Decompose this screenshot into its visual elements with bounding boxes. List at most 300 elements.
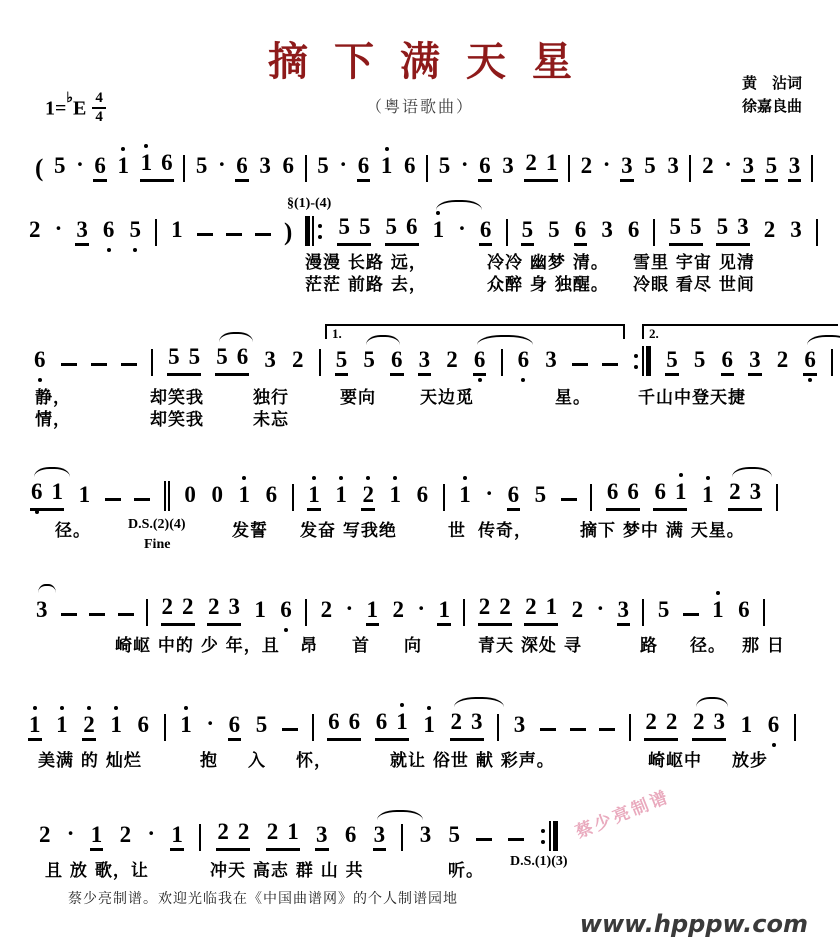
barline [151, 349, 153, 376]
lyric-segment: 青天 深处 寻 [478, 636, 582, 656]
annotation: D.S.(1)(3) [510, 854, 568, 869]
repeat-dots [634, 354, 638, 369]
note: 3 [418, 348, 432, 376]
beamed-group [215, 345, 249, 376]
note: 2 [182, 594, 194, 619]
repeat-dots [318, 224, 322, 239]
duration-dash [61, 613, 77, 616]
note: 1 [117, 154, 131, 182]
note: 3 [667, 153, 679, 178]
duration-dash [105, 498, 121, 501]
note: 1 [254, 597, 266, 622]
note: 1 [334, 483, 348, 511]
octave-dot-above [385, 147, 389, 151]
note: 2 [478, 594, 491, 619]
beamed-group [653, 480, 687, 511]
note: 6 [236, 344, 249, 369]
augmentation-dot: · [417, 596, 426, 621]
duration-dash [570, 728, 586, 731]
note: 6 [654, 479, 666, 504]
lyric-segment: 漫漫 长路 远， [305, 253, 427, 273]
note: 5 [438, 153, 451, 178]
barline [164, 714, 166, 741]
note: 2 [525, 594, 537, 619]
note: 1 [366, 598, 380, 626]
note: 3 [259, 153, 271, 178]
note: 2 [450, 709, 463, 734]
note: 1 [90, 823, 104, 851]
augmentation-dot: · [54, 216, 63, 241]
octave-dot-above [242, 476, 246, 480]
note: 5 [693, 347, 706, 372]
octave-dot-above [33, 706, 37, 710]
repeat-dots [541, 829, 545, 844]
lyric-segment: 传奇， [478, 521, 532, 541]
duration-dash [134, 498, 150, 501]
note: 5 [317, 153, 329, 178]
note: 3 [75, 218, 89, 246]
note: 2 [571, 597, 584, 622]
octave-dot-below [133, 248, 137, 252]
augmentation-dot: · [147, 821, 156, 846]
barline [183, 155, 185, 182]
octave-dot-below [772, 743, 776, 747]
note: 3 [513, 712, 526, 737]
note: 6 [627, 479, 639, 504]
undefined [312, 216, 314, 246]
note: 2 [729, 479, 741, 504]
music-line-6 [28, 707, 796, 741]
note: 5 [690, 214, 702, 239]
octave-dot-above [339, 476, 343, 480]
augmentation-dot: · [66, 821, 75, 846]
octave-dot-above [436, 211, 440, 215]
octave-dot-above [121, 147, 125, 151]
note: 3 [502, 153, 514, 178]
note: 6 [348, 709, 361, 734]
note: 2 [693, 709, 705, 734]
note: 3 [741, 154, 755, 182]
octave-dot-below [521, 378, 525, 382]
note: 2 [645, 709, 657, 734]
lyric-segment: 放步 [732, 751, 768, 771]
note: 5 [669, 214, 682, 239]
note: 5 [338, 214, 350, 239]
note: 1 [389, 483, 403, 511]
octave-dot-above [463, 476, 467, 480]
music-line-2 [28, 212, 818, 246]
note: 6 [721, 348, 735, 376]
lyric-segment: 就让 俗世 献 彩声。 [390, 751, 555, 771]
note: 5 [765, 154, 779, 182]
music-line-4 [30, 477, 778, 511]
note: 3 [713, 709, 726, 734]
beamed-group [524, 151, 558, 182]
song-subtitle: （粤语歌曲） [365, 97, 474, 116]
lyric-segment: 向 [404, 636, 422, 656]
barline [463, 599, 465, 626]
augmentation-dot: · [724, 152, 732, 177]
barline [497, 714, 499, 741]
tie-arc [377, 810, 423, 820]
note: 6 [344, 822, 357, 847]
barline [831, 349, 833, 376]
augmentation-dot: · [460, 152, 469, 177]
footer-note: 蔡少亮制谱。欢迎光临我在《中国曲谱网》的个人制谱园地 [68, 891, 458, 907]
note: 2 [217, 819, 229, 844]
note: 1 [701, 483, 715, 511]
barline [443, 484, 445, 511]
barline [305, 599, 307, 626]
key-signature [45, 90, 106, 125]
repeat-end-barline [632, 346, 651, 376]
note: 5 [534, 482, 547, 507]
note: 2 [266, 819, 279, 844]
note: 2 [702, 153, 714, 178]
key-prefix: 1=♭E [45, 90, 87, 120]
augmentation-dot: · [485, 481, 493, 506]
note: 2 [207, 594, 220, 619]
lyric-segment: 发奋 写我绝 [300, 521, 397, 541]
octave-dot-above [87, 706, 91, 710]
lyric-segment: 崎岖 中的 少 年，且 [115, 636, 280, 656]
note: 1 [395, 710, 409, 738]
lyric-segment: 首 [352, 636, 370, 656]
note: 3 [315, 823, 329, 851]
barline [155, 219, 157, 246]
undefined [553, 821, 558, 851]
note: 1 [170, 823, 184, 851]
note: 3 [737, 214, 749, 239]
lyric-segment: 路 [640, 636, 658, 656]
beamed-group [30, 480, 64, 511]
lyric-segment: 千山中登天捷 [638, 388, 746, 408]
beamed-group [216, 820, 250, 851]
note: 6 [137, 712, 149, 737]
beamed-group [337, 215, 371, 246]
lyric-segment: 发誓 [232, 521, 268, 541]
barline [319, 349, 321, 376]
note: 5 [335, 348, 349, 376]
octave-dot-above [716, 591, 720, 595]
note: 5 [53, 153, 66, 178]
note: 3 [228, 594, 240, 619]
note: 6 [738, 597, 750, 622]
octave-dot-above [679, 473, 683, 477]
note: 3 [419, 822, 432, 847]
note: 5 [521, 218, 535, 246]
lyric-segment: 美满 的 灿烂 [38, 751, 142, 771]
barline [653, 219, 655, 246]
tie-arc [34, 467, 70, 477]
beamed-group [669, 215, 703, 246]
tie-arc [436, 200, 482, 210]
note: 6 [574, 218, 588, 246]
augmentation-dot: · [218, 152, 226, 177]
duration-dash [282, 728, 298, 731]
note: 1 [171, 217, 183, 242]
octave-dot-below [284, 628, 288, 632]
note: 5 [548, 217, 560, 242]
note: 3 [601, 217, 613, 242]
duration-dash [226, 233, 242, 236]
note: 5 [644, 153, 656, 178]
octave-dot-below [35, 510, 39, 514]
note: 6 [479, 218, 493, 246]
flat-sign: ♭ [66, 90, 74, 106]
note: 2 [665, 709, 678, 734]
note: 2 [161, 594, 174, 619]
note: 3 [749, 479, 762, 504]
repeat-begin-barline [305, 216, 324, 246]
time-signature [92, 90, 106, 125]
tie-arc [38, 584, 56, 593]
note: 0 [211, 482, 223, 507]
note: 1 [458, 483, 472, 511]
lyric-segment: 听。 [448, 861, 484, 881]
note: 6 [803, 348, 817, 376]
augmentation-dot: · [596, 596, 605, 621]
duration-dash [683, 613, 699, 616]
barline [146, 599, 148, 626]
note: 1 [287, 819, 299, 844]
note: 3 [36, 597, 48, 622]
notation-symbol: ( [35, 154, 44, 182]
song-title: 摘下满天星 [268, 39, 598, 85]
duration-dash [89, 613, 105, 616]
undefined [305, 216, 310, 246]
annotation: D.S.(2)(4) [128, 517, 186, 532]
undefined [164, 481, 166, 511]
lyric-segment: 入 [248, 751, 266, 771]
duration-dash [118, 613, 134, 616]
beamed-group [375, 710, 409, 741]
note: 5 [657, 597, 670, 622]
tie-arc [454, 697, 504, 707]
octave-dot-above [144, 144, 148, 148]
note: 6 [473, 348, 487, 376]
beamed-group [606, 480, 640, 511]
duration-dash [561, 498, 577, 501]
note: 5 [188, 344, 201, 369]
beamed-group [161, 595, 195, 626]
lyric-segment: 要向 [340, 388, 376, 408]
music-line-5 [35, 592, 765, 626]
note: 6 [30, 480, 44, 508]
note: 6 [102, 218, 116, 246]
credits [742, 72, 802, 117]
barline [590, 484, 592, 511]
note: 6 [627, 217, 640, 242]
note: 2 [320, 597, 333, 622]
note: 2 [82, 713, 96, 741]
note: 2 [361, 483, 375, 511]
barline [501, 349, 503, 376]
beamed-group [385, 215, 419, 246]
note: 5 [716, 214, 729, 239]
note: 6 [406, 214, 418, 239]
note: 6 [478, 154, 492, 182]
lyric-segment: 崎岖中 [648, 751, 702, 771]
note: 6 [517, 348, 531, 376]
note: 2 [392, 597, 404, 622]
note: 6 [279, 598, 293, 626]
lyricist-credit: 黄 沾词 [741, 74, 802, 92]
lyric-segment: 静， [35, 388, 71, 408]
barline [763, 599, 765, 626]
beamed-group [140, 151, 174, 182]
octave-dot-above [114, 706, 118, 710]
lyric-segment: 却笑我 [150, 410, 204, 430]
note: 1 [545, 594, 558, 619]
note: 2 [39, 822, 51, 847]
lyric-segment: 昂 [300, 636, 318, 656]
note: 6 [357, 154, 371, 182]
duration-dash [540, 728, 556, 731]
barline [794, 714, 796, 741]
lyric-segment: 茫茫 前路 去， [305, 275, 427, 295]
note: 1 [674, 480, 688, 508]
note: 6 [161, 150, 173, 175]
lyric-segment: 雪里 宇宙 见清 [633, 253, 755, 273]
octave-dot-above [427, 706, 431, 710]
music-line-7 [38, 817, 558, 851]
lyric-segment: 那 日 [742, 636, 785, 656]
note: 5 [358, 214, 371, 239]
duration-dash [61, 363, 77, 366]
note: 6 [282, 153, 295, 178]
note: 6 [767, 713, 781, 741]
octave-dot-below [107, 248, 111, 252]
octave-dot-above [312, 476, 316, 480]
duration-dash [599, 728, 615, 731]
note: 2 [292, 347, 304, 372]
note: 6 [33, 348, 47, 376]
lyric-segment: 径。 [55, 521, 91, 541]
barline [506, 219, 508, 246]
note: 1 [380, 154, 394, 182]
undefined [168, 481, 170, 511]
lyric-segment: 却笑我 [150, 388, 204, 408]
barline [305, 155, 307, 182]
note: 3 [373, 823, 387, 851]
note: 3 [545, 347, 557, 372]
undefined [549, 821, 551, 851]
beamed-group [450, 710, 484, 741]
note: 1 [179, 713, 193, 741]
beamed-group [266, 820, 300, 851]
barline [426, 155, 428, 182]
barline [401, 824, 403, 851]
augmentation-dot: · [345, 596, 354, 621]
volta-bracket-1: 1. [325, 324, 625, 339]
note: 5 [128, 218, 142, 246]
lyric-segment: 未忘 [253, 410, 289, 430]
octave-dot-above [393, 476, 397, 480]
composer-credit: 徐嘉良曲 [741, 96, 802, 115]
note: 6 [606, 479, 619, 504]
duration-dash [255, 233, 271, 236]
lyric-segment: 径。 [690, 636, 726, 656]
octave-dot-above [706, 476, 710, 480]
note: 1 [78, 482, 91, 507]
note: 6 [390, 348, 404, 376]
lyric-segment: 情， [35, 410, 71, 430]
note: 3 [748, 348, 762, 376]
lyric-segment: 摘下 梦中 满 天星。 [580, 521, 745, 541]
note: 3 [617, 598, 631, 626]
note: 1 [140, 151, 154, 179]
octave-dot-below [808, 378, 812, 382]
note: 1 [545, 150, 558, 175]
note: 6 [375, 709, 388, 734]
note: 2 [446, 347, 458, 372]
note: 5 [216, 344, 228, 369]
note: 2 [525, 150, 537, 175]
note: 1 [55, 713, 69, 741]
barline [811, 155, 813, 182]
barline [199, 824, 201, 851]
meter-denominator: 4 [95, 108, 103, 125]
duration-dash [476, 838, 492, 841]
lyric-segment: 抱 [200, 751, 218, 771]
beamed-group [728, 480, 762, 511]
note: 6 [328, 709, 340, 734]
annotation: §(1)-(4) [287, 196, 332, 211]
note: 1 [711, 598, 725, 626]
lyric-segment: 冲天 高志 群 山 共 [210, 861, 364, 881]
note: 1 [109, 713, 123, 741]
augmentation-dot: · [339, 152, 348, 177]
lyric-segment: 世 [448, 521, 466, 541]
lyric-segment: 星。 [555, 388, 591, 408]
note: 1 [432, 218, 446, 246]
tie-arc [696, 697, 728, 707]
note: 6 [235, 154, 249, 182]
note: 2 [237, 819, 250, 844]
note: 1 [437, 598, 451, 626]
lyric-segment: 独行 [253, 388, 289, 408]
note: 3 [471, 709, 483, 734]
barline [642, 599, 644, 626]
barline [689, 155, 691, 182]
lyric-segment: 冷冷 幽梦 清。 [487, 253, 609, 273]
note: 1 [422, 713, 436, 741]
augmentation-dot: · [76, 152, 84, 177]
beamed-group [327, 710, 361, 741]
tie-arc [219, 332, 253, 342]
note: 2 [776, 347, 789, 372]
tie-arc [732, 467, 772, 477]
undefined [646, 346, 651, 376]
note: 5 [362, 348, 376, 376]
note: 5 [255, 712, 268, 737]
barline [816, 219, 818, 246]
note: 5 [665, 348, 679, 376]
octave-dot-below [38, 378, 42, 382]
octave-dot-above [184, 706, 188, 710]
volta-bracket-2: 2. [642, 324, 838, 339]
annotation: Fine [144, 537, 171, 552]
lyric-segment: 怀， [296, 751, 332, 771]
beamed-group [167, 345, 201, 376]
note: 5 [448, 822, 460, 847]
note: 6 [507, 483, 521, 511]
barline [568, 155, 570, 182]
note: 5 [168, 344, 180, 369]
note: 6 [403, 153, 416, 178]
note: 6 [228, 713, 242, 741]
